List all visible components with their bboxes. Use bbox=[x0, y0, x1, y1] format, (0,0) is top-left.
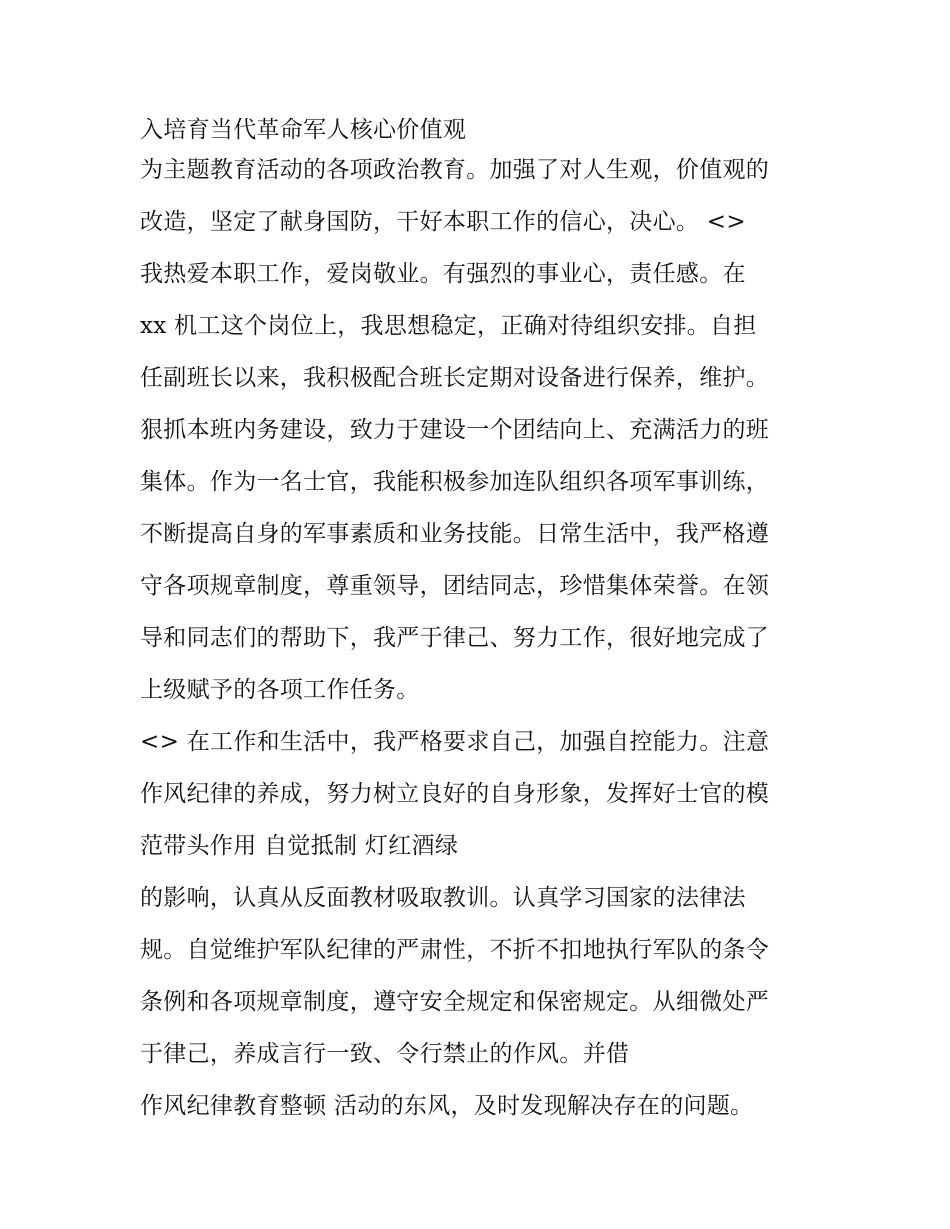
text-line: 任副班长以来，我积极配合班长定期对设备进行保养，维护。 bbox=[140, 365, 770, 391]
text-line: 狠抓本班内务建设，致力于建设一个团结向上、充满活力的班 bbox=[140, 417, 770, 443]
text-line: 为主题教育活动的各项政治教育。加强了对人生观，价值观的 bbox=[140, 157, 770, 183]
text-line: 范带头作用 自觉抵制 灯红酒绿 bbox=[140, 833, 459, 859]
text-line: 作风纪律的养成，努力树立良好的自身形象，发挥好士官的模 bbox=[140, 781, 770, 807]
text-line: 改造，坚定了献身国防，干好本职工作的信心，决心。 <> bbox=[140, 209, 746, 235]
text-line: 导和同志们的帮助下，我严于律己、努力工作，很好地完成了 bbox=[140, 625, 770, 651]
text-line: <> 在工作和生活中，我严格要求自己，加强自控能力。注意 bbox=[140, 729, 770, 755]
text-line: 我热爱本职工作，爱岗敬业。有强烈的事业心，责任感。在 bbox=[140, 261, 746, 287]
text-line: xx 机工这个岗位上，我思想稳定，正确对待组织安排。自担 bbox=[140, 313, 757, 339]
text-line: 不断提高自身的军事素质和业务技能。日常生活中，我严格遵 bbox=[140, 521, 770, 547]
text-line: 集体。作为一名士官，我能积极参加连队组织各项军事训练， bbox=[140, 469, 770, 495]
text-line: 的影响，认真从反面教材吸取教训。认真学习国家的法律法 bbox=[140, 885, 746, 911]
text-line: 守各项规章制度，尊重领导，团结同志，珍惜集体荣誉。在领 bbox=[140, 573, 770, 599]
body-text bbox=[140, 108, 830, 1136]
text-line: 入培育当代革命军人核心价值观 bbox=[140, 117, 467, 143]
text-line: 于律己，养成言行一致、令行禁止的作风。并借 bbox=[140, 1041, 630, 1067]
text-line: 规。自觉维护军队纪律的严肃性，不折不扣地执行军队的条令 bbox=[140, 937, 770, 963]
text-line: 条例和各项规章制度，遵守安全规定和保密规定。从细微处严 bbox=[140, 989, 770, 1015]
text-line: 上级赋予的各项工作任务。 bbox=[140, 677, 420, 703]
text-line: 作风纪律教育整顿 活动的东风，及时发现解决存在的问题。 bbox=[140, 1093, 754, 1119]
